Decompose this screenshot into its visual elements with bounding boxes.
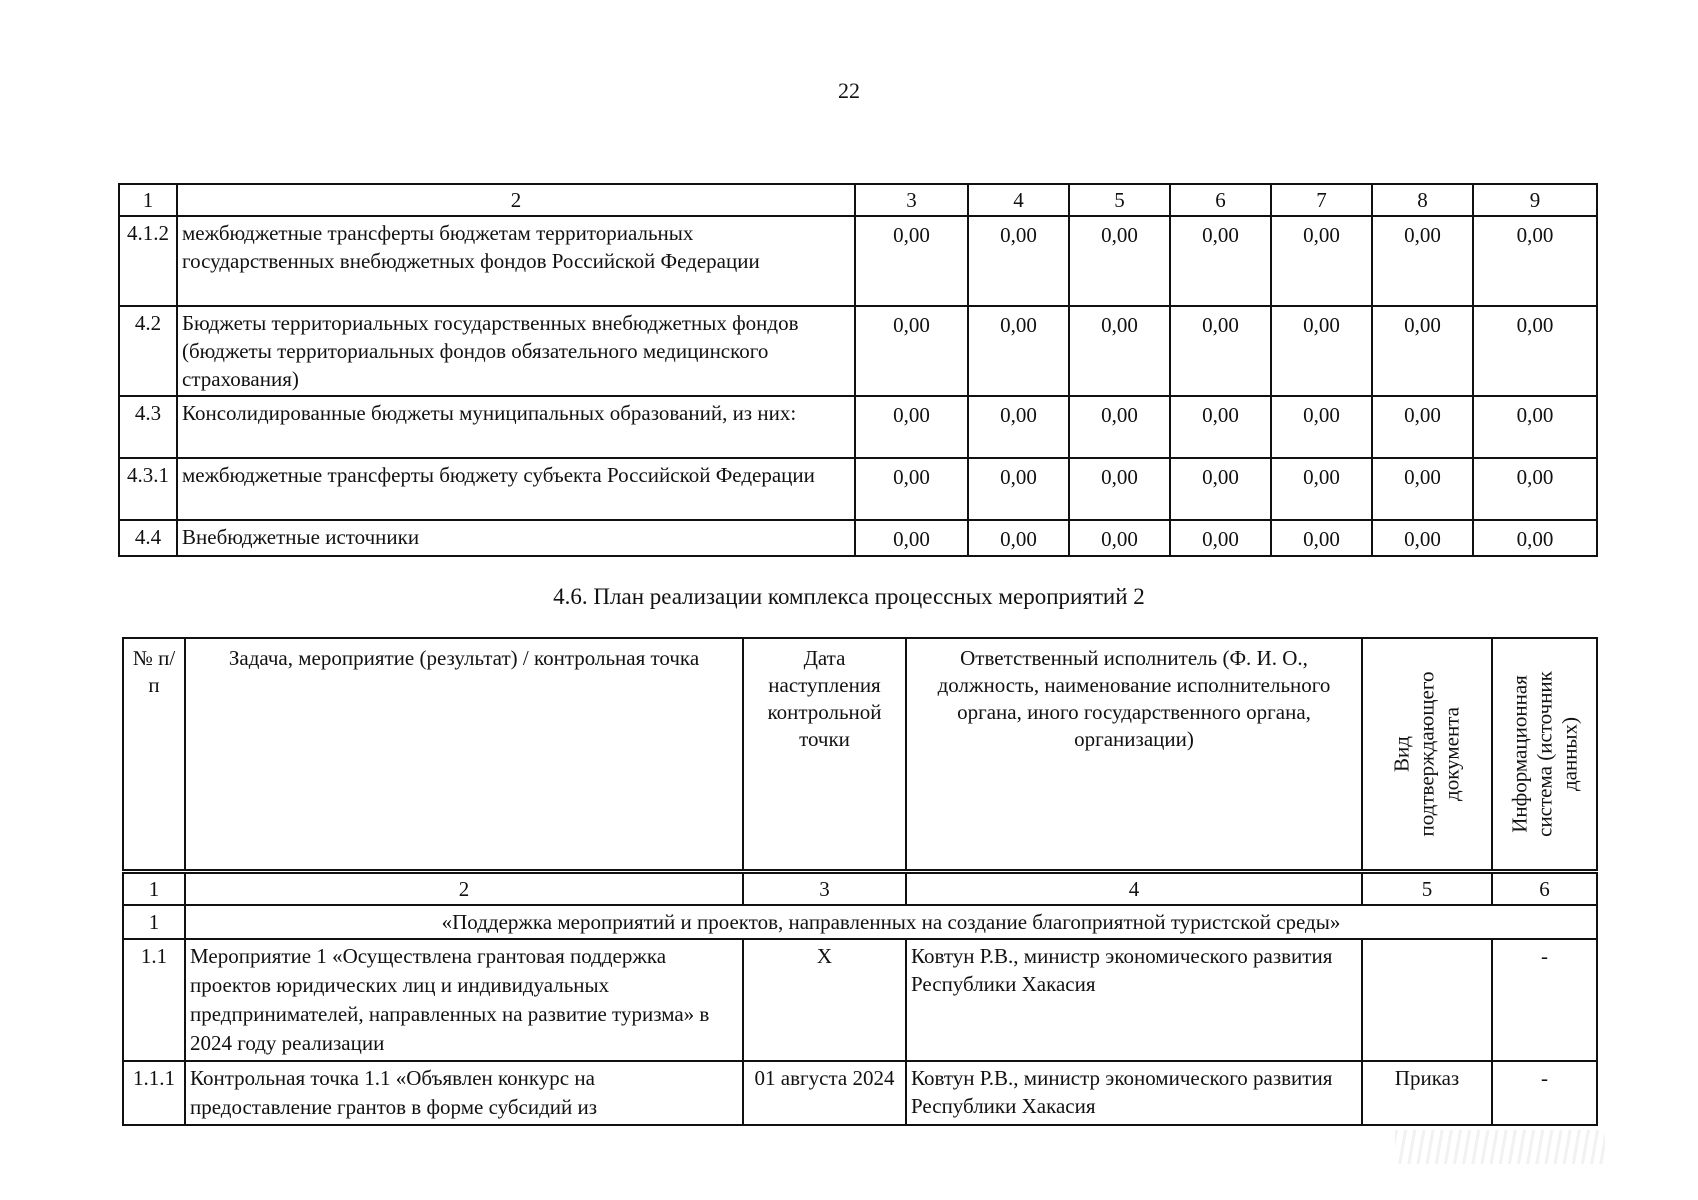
value-cell: 0,00 [968, 306, 1069, 396]
header-task: Задача, мероприятие (результат) / контрольная точка [185, 638, 743, 870]
value-cell: 0,00 [1069, 458, 1170, 520]
row-number: 4.2 [119, 306, 177, 396]
value-cell: 0,00 [855, 520, 968, 556]
value-cell: 0,00 [1473, 520, 1597, 556]
column-number: 7 [1271, 184, 1372, 216]
section-title: 4.6. План реализации комплекса процессных мероприятий 2 [553, 584, 1145, 609]
row-name: Бюджеты территориальных государственных внебюджетных фондов (бюджеты территориальных фондов обязательного медицинского страхования) [177, 306, 855, 396]
task-cell: Контрольная точка 1.1 «Объявлен конкурс на предоставление грантов в форме субсидий из [185, 1061, 743, 1125]
section-row [123, 905, 1597, 939]
task-cell: Мероприятие 1 «Осуществлена грантовая поддержка проектов юридических лиц и индивидуальных предпринимателей, направленных на развитие туризма» в 2024 году реализации [185, 939, 743, 1061]
value-cell: 0,00 [1069, 396, 1170, 458]
section-row-title: «Поддержка мероприятий и проектов, направленных на создание благоприятной туристской среды» [185, 905, 1597, 939]
info-system-cell: - [1492, 939, 1597, 1061]
column-number: 3 [855, 184, 968, 216]
column-number: 5 [1069, 184, 1170, 216]
value-cell: 0,00 [855, 216, 968, 306]
value-cell: 0,00 [1271, 458, 1372, 520]
column-number: 1 [123, 873, 185, 905]
value-cell: 0,00 [1473, 396, 1597, 458]
column-number: 9 [1473, 184, 1597, 216]
value-cell: 0,00 [855, 458, 968, 520]
doc-type-cell [1362, 939, 1492, 1061]
header-doc-type [1362, 638, 1492, 870]
value-cell: 0,00 [1069, 216, 1170, 306]
plan-table [122, 872, 1598, 1126]
value-cell: 0,00 [968, 520, 1069, 556]
value-cell: 0,00 [1170, 216, 1271, 306]
column-number: 1 [119, 184, 177, 216]
value-cell: 0,00 [1372, 216, 1473, 306]
value-cell: 0,00 [1473, 306, 1597, 396]
row-number: 4.1.2 [119, 216, 177, 306]
row-number: 1.1.1 [123, 1061, 185, 1125]
value-cell: 0,00 [1069, 306, 1170, 396]
info-system-cell: - [1492, 1061, 1597, 1125]
column-number: 5 [1362, 873, 1492, 905]
header-doc-type-text: Вид подтверждающего документа [1389, 671, 1464, 837]
responsible-cell: Ковтун Р.В., министр экономического развития Республики Хакасия [906, 939, 1362, 1061]
column-number: 6 [1492, 873, 1597, 905]
row-name: межбюджетные трансферты бюджету субъекта Российской Федерации [177, 458, 855, 520]
row-number: 1.1 [123, 939, 185, 1061]
column-number: 2 [185, 873, 743, 905]
header-info-system [1492, 638, 1597, 870]
table-row [119, 216, 1597, 306]
value-cell: 0,00 [968, 458, 1069, 520]
date-cell: Х [743, 939, 906, 1061]
column-number: 4 [906, 873, 1362, 905]
value-cell: 0,00 [855, 396, 968, 458]
column-number: 3 [743, 873, 906, 905]
plan-table-header [122, 637, 1598, 871]
row-name: Внебюджетные источники [177, 520, 855, 556]
page-number: 22 [838, 78, 860, 103]
value-cell: 0,00 [1271, 216, 1372, 306]
value-cell: 0,00 [1170, 396, 1271, 458]
faint-stamp-mark [1395, 1130, 1605, 1164]
row-number: 4.4 [119, 520, 177, 556]
plan-table-column-numbers [123, 873, 1597, 905]
table-row [119, 458, 1597, 520]
row-number: 1 [123, 905, 185, 939]
column-number: 4 [968, 184, 1069, 216]
column-number: 2 [177, 184, 855, 216]
value-cell: 0,00 [1170, 458, 1271, 520]
value-cell: 0,00 [1372, 458, 1473, 520]
table-row [123, 1061, 1597, 1125]
doc-type-cell: Приказ [1362, 1061, 1492, 1125]
value-cell: 0,00 [1271, 520, 1372, 556]
value-cell: 0,00 [1069, 520, 1170, 556]
value-cell: 0,00 [1372, 396, 1473, 458]
budget-table [118, 183, 1598, 557]
value-cell: 0,00 [968, 216, 1069, 306]
table-row [119, 396, 1597, 458]
header-info-system-text: Информационная система (источник данных) [1507, 671, 1581, 837]
header-date: Дата наступления контрольной точки [743, 638, 906, 870]
column-number: 8 [1372, 184, 1473, 216]
value-cell: 0,00 [1170, 306, 1271, 396]
value-cell: 0,00 [855, 306, 968, 396]
responsible-cell: Ковтун Р.В., министр экономического развития Республики Хакасия [906, 1061, 1362, 1125]
date-cell: 01 августа 2024 [743, 1061, 906, 1125]
table-row [119, 306, 1597, 396]
value-cell: 0,00 [1372, 520, 1473, 556]
budget-table-column-numbers [119, 184, 1597, 216]
table-row [119, 520, 1597, 556]
value-cell: 0,00 [1271, 396, 1372, 458]
column-number: 6 [1170, 184, 1271, 216]
value-cell: 0,00 [968, 396, 1069, 458]
value-cell: 0,00 [1170, 520, 1271, 556]
value-cell: 0,00 [1372, 306, 1473, 396]
header-responsible: Ответственный исполнитель (Ф. И. О., должность, наименование исполнительного органа, иного государственного органа, организации) [906, 638, 1362, 870]
value-cell: 0,00 [1473, 458, 1597, 520]
value-cell: 0,00 [1473, 216, 1597, 306]
row-number: 4.3 [119, 396, 177, 458]
row-number: 4.3.1 [119, 458, 177, 520]
row-name: Консолидированные бюджеты муниципальных образований, из них: [177, 396, 855, 458]
table-row [123, 939, 1597, 1061]
row-name: межбюджетные трансферты бюджетам территориальных государственных внебюджетных фондов Российской Федерации [177, 216, 855, 306]
header-num: № п/п [123, 638, 185, 870]
value-cell: 0,00 [1271, 306, 1372, 396]
